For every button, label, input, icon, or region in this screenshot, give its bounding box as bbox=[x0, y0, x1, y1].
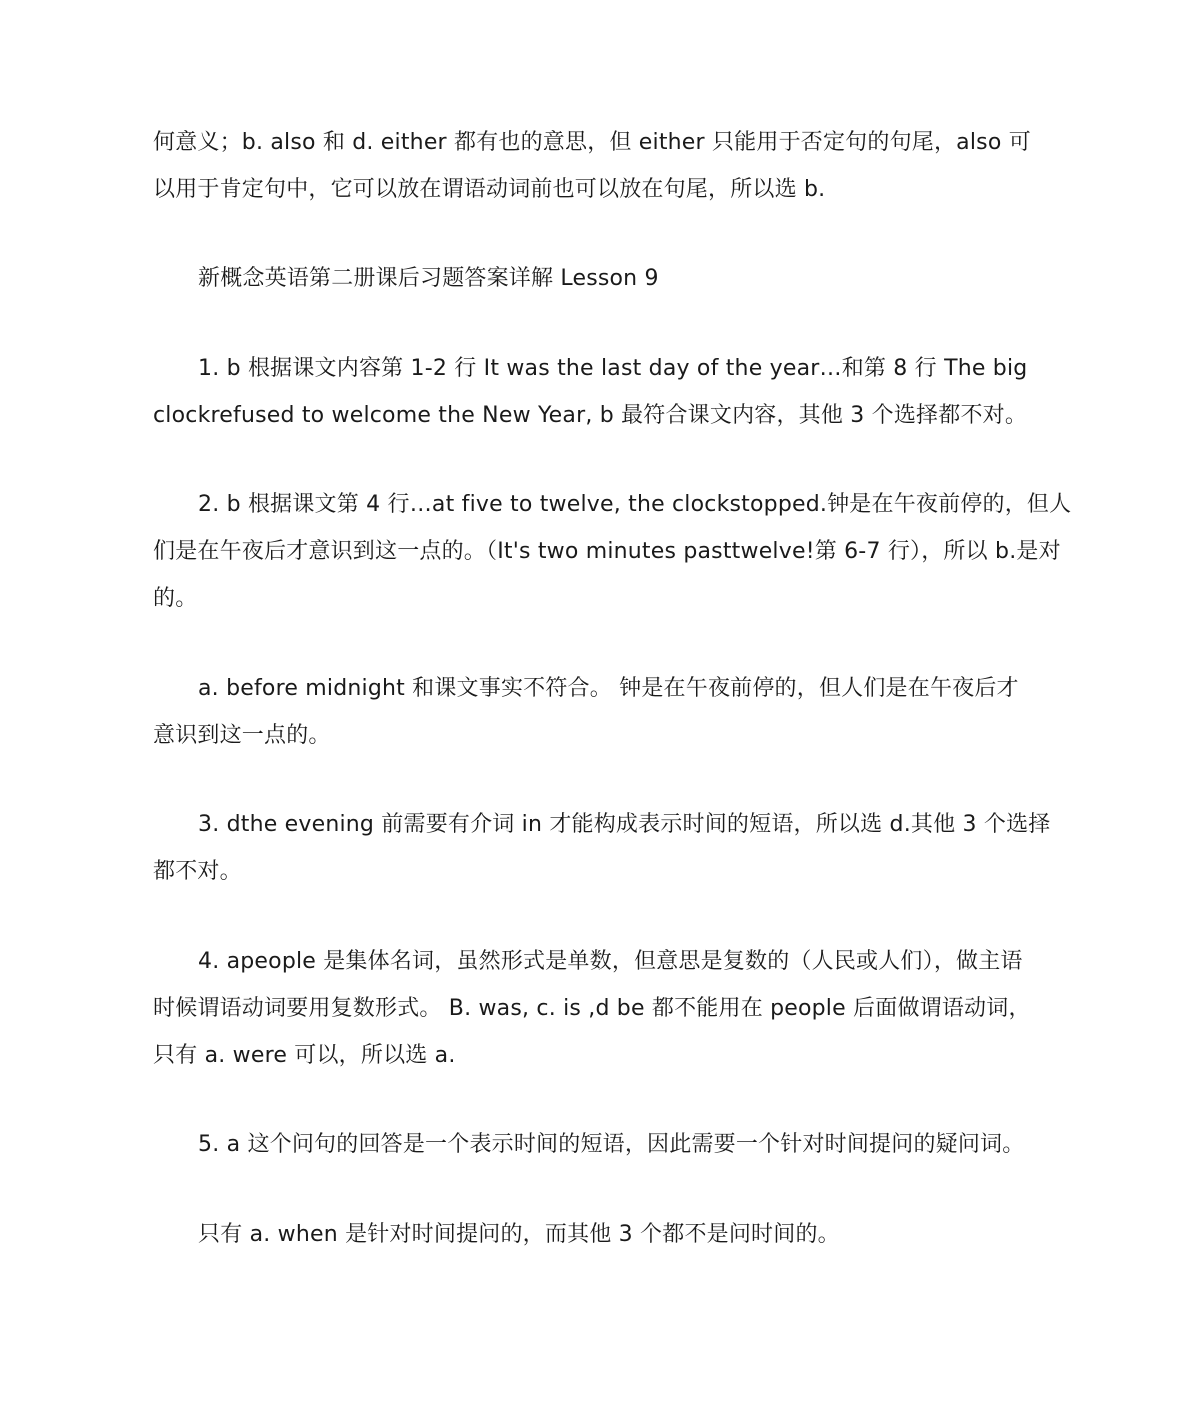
answer-1 bbox=[153, 345, 1049, 439]
text-line: 意识到这一点的。 bbox=[153, 723, 331, 748]
text-line: 1. b 根据课文内容第 1-2 行 It was the last day of the year…和第 8 行 The big bbox=[198, 356, 1028, 381]
text-line: clockrefused to welcome the New Year, b 最符合课文内容，其他 3 个选择都不对。 bbox=[153, 403, 1028, 428]
answer-2 bbox=[153, 481, 1072, 622]
text-line: 何意义；b. also 和 d. either 都有也的意思，但 either 只能用于否定句的句尾，also 可 bbox=[153, 130, 1031, 155]
text-line: 的。 bbox=[153, 586, 198, 611]
answer-5 bbox=[153, 1121, 1049, 1168]
answer-3 bbox=[153, 801, 1049, 895]
text-line: 以用于肯定句中，它可以放在谓语动词前也可以放在句尾，所以选 b. bbox=[153, 177, 826, 202]
answer-2-note bbox=[153, 665, 1049, 759]
text-line: 们是在午夜后才意识到这一点的。（It's two minutes pasttwelve!第 6-7 行），所以 b.是对 bbox=[153, 539, 1061, 564]
answer-4 bbox=[153, 938, 1049, 1079]
text-line: 2. b 根据课文第 4 行…at five to twelve, the clockstopped.钟是在午夜前停的，但人 bbox=[198, 492, 1072, 517]
answer-5-note bbox=[153, 1211, 1049, 1258]
text-line: 都不对。 bbox=[153, 859, 242, 884]
text-line: 新概念英语第二册课后习题答案详解 Lesson 9 bbox=[198, 266, 659, 291]
text-line: 只有 a. were 可以，所以选 a. bbox=[153, 1043, 456, 1068]
text-line: 时候谓语动词要用复数形式。 B. was, c. is ,d be 都不能用在 people 后面做谓语动词， bbox=[153, 996, 1031, 1021]
paragraph-continued-explanation bbox=[153, 119, 1049, 213]
text-line: 5. a 这个问句的回答是一个表示时间的短语，因此需要一个针对时间提问的疑问词。 bbox=[198, 1132, 1025, 1157]
text-line: a. before midnight 和课文事实不符合。 钟是在午夜前停的，但人们是在午夜后才 bbox=[198, 676, 1019, 701]
text-line: 只有 a. when 是针对时间提问的，而其他 3 个都不是问时间的。 bbox=[198, 1222, 840, 1247]
text-line: 4. apeople 是集体名词，虽然形式是单数，但意思是复数的（人民或人们），做主语 bbox=[198, 949, 1023, 974]
text-line: 3. dthe evening 前需要有介词 in 才能构成表示时间的短语，所以选 d.其他 3 个选择 bbox=[198, 812, 1051, 837]
lesson-heading bbox=[153, 255, 1049, 302]
